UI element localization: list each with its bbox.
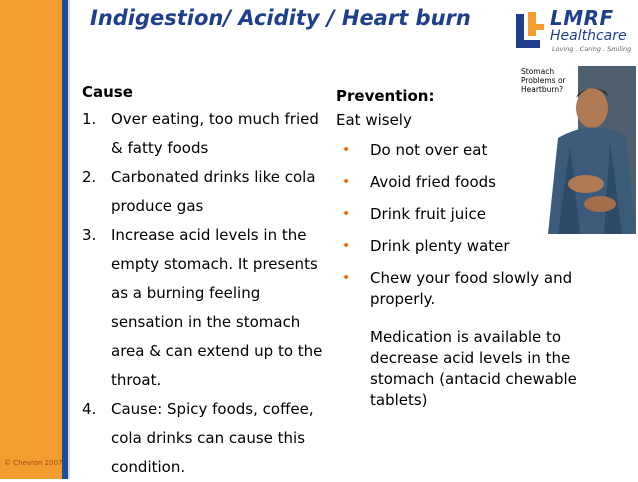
lmrf-logo (514, 6, 634, 58)
cause-heading: Cause (82, 83, 133, 101)
logo-subtitle: Healthcare (550, 28, 627, 44)
bullet-icon: • (342, 270, 351, 286)
item-text: Drink fruit juice (370, 205, 486, 223)
logo-name: LMRF (550, 6, 614, 30)
cause-list (82, 105, 334, 482)
left-accent-bar-orange (0, 0, 62, 479)
logo-tagline: Loving . Caring . Smiling (552, 45, 632, 53)
list-item (82, 105, 334, 163)
medication-note: Medication is available to decrease acid levels in the stomach (antacid chewable tablets) (370, 328, 577, 409)
item-text: Cause: Spicy foods, coffee, cola drinks can cause this condition. (111, 400, 314, 476)
item-text: Carbonated drinks like cola produce gas (111, 168, 316, 215)
bullet-icon: • (342, 238, 351, 254)
item-number: 3. (82, 226, 97, 244)
list-item (82, 163, 334, 221)
prevention-intro: Eat wisely (336, 111, 412, 129)
caption-line: Heartburn? (521, 85, 564, 94)
left-accent-bar-grey (68, 0, 70, 479)
item-text: Chew your food slowly and properly. (370, 269, 573, 308)
list-item (336, 268, 606, 310)
list-item (336, 236, 606, 257)
photo-caption (521, 67, 566, 94)
list-item (82, 395, 334, 482)
item-number: 1. (82, 110, 97, 128)
item-text: Avoid fried foods (370, 173, 496, 191)
prevention-heading: Prevention: (336, 87, 435, 105)
item-text: Over eating, too much fried & fatty foods (111, 110, 319, 157)
item-text: Drink plenty water (370, 237, 510, 255)
bullet-icon: • (342, 174, 351, 190)
item-text: Do not over eat (370, 141, 488, 159)
copyright-text: © Chevron 2007 (4, 459, 63, 467)
item-number: 4. (82, 400, 97, 418)
caption-line: Problems or (521, 76, 566, 85)
item-text: Increase acid levels in the empty stomach. It presents as a burning feeling sensation in the stomach area & can extend up to the throat. (111, 226, 323, 389)
bullet-icon: • (342, 142, 351, 158)
list-item (82, 221, 334, 395)
slide-title: Indigestion/ Acidity / Heart burn (90, 6, 471, 30)
lmrf-logo-icon (514, 10, 546, 52)
item-number: 2. (82, 168, 97, 186)
caption-line: Stomach (521, 67, 555, 76)
bullet-icon: • (342, 206, 351, 222)
heartburn-photo (518, 66, 636, 234)
